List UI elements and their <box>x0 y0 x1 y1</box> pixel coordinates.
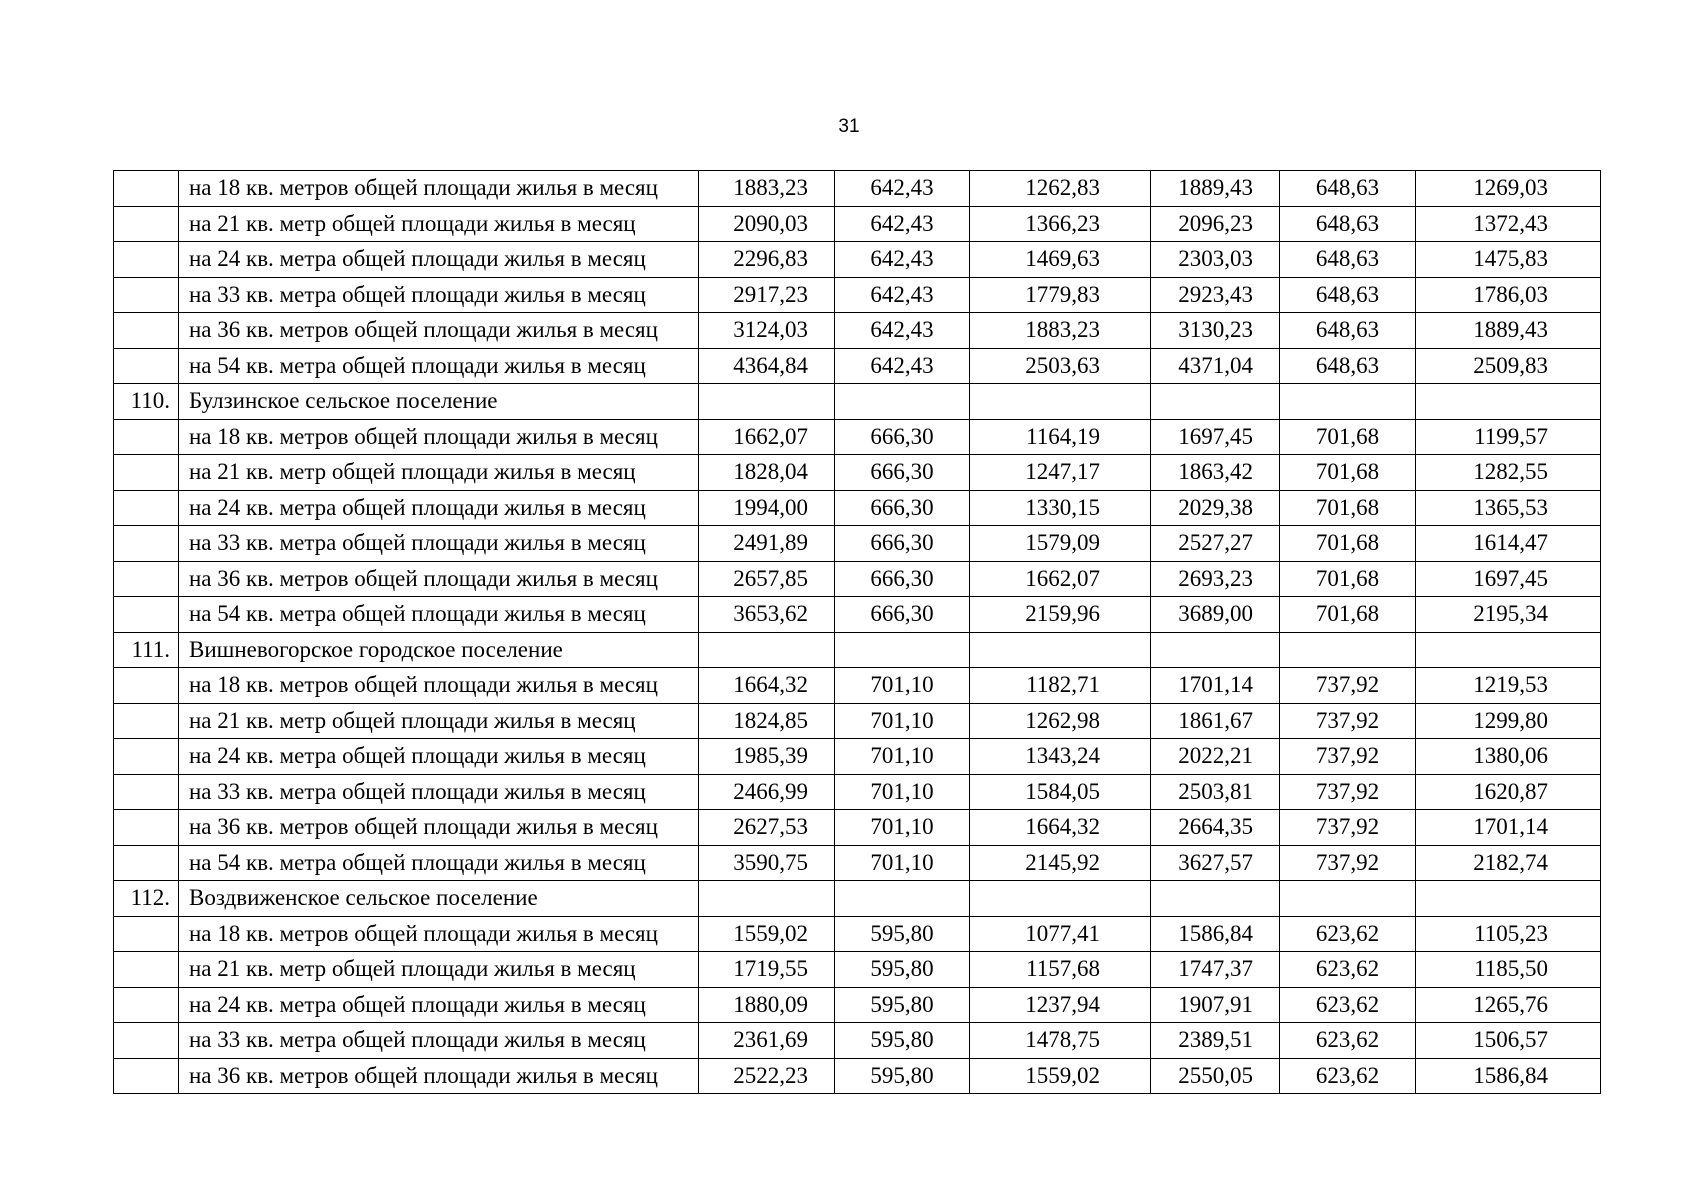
value-cell-4 <box>1151 384 1280 420</box>
value-cell-2: 701,10 <box>835 739 970 775</box>
value-cell-6: 1219,53 <box>1416 668 1601 704</box>
row-number-cell <box>114 242 179 278</box>
value-cell-5: 623,62 <box>1280 952 1416 988</box>
value-cell-4: 1889,43 <box>1151 171 1280 207</box>
page-number: 31 <box>838 116 860 137</box>
value-cell-5: 701,68 <box>1280 455 1416 491</box>
value-cell-5 <box>1280 632 1416 668</box>
value-cell-5: 701,68 <box>1280 490 1416 526</box>
value-cell-5: 648,63 <box>1280 206 1416 242</box>
value-cell-3: 1366,23 <box>970 206 1151 242</box>
table-row <box>114 206 1601 242</box>
value-cell-3: 1664,32 <box>970 810 1151 846</box>
value-cell-3: 1157,68 <box>970 952 1151 988</box>
value-cell-4: 3130,23 <box>1151 313 1280 349</box>
value-cell-3: 1343,24 <box>970 739 1151 775</box>
value-cell-5: 648,63 <box>1280 171 1416 207</box>
table-row <box>114 455 1601 491</box>
value-cell-6: 1282,55 <box>1416 455 1601 491</box>
value-cell-2: 595,80 <box>835 1023 970 1059</box>
value-cell-6: 1269,03 <box>1416 171 1601 207</box>
value-cell-3 <box>970 384 1151 420</box>
row-number-cell <box>114 845 179 881</box>
norm-label-cell: на 24 кв. метра общей площади жилья в месяц <box>179 739 699 775</box>
value-cell-1: 2491,89 <box>699 526 835 562</box>
row-number-cell <box>114 561 179 597</box>
row-number-cell <box>114 1023 179 1059</box>
value-cell-4: 2503,81 <box>1151 774 1280 810</box>
value-cell-1: 2361,69 <box>699 1023 835 1059</box>
value-cell-1: 1824,85 <box>699 703 835 739</box>
value-cell-3: 1579,09 <box>970 526 1151 562</box>
value-cell-5: 648,63 <box>1280 348 1416 384</box>
value-cell-4: 1701,14 <box>1151 668 1280 704</box>
value-cell-3: 1559,02 <box>970 1058 1151 1094</box>
value-cell-4: 1907,91 <box>1151 987 1280 1023</box>
row-number-cell: 111. <box>114 632 179 668</box>
value-cell-6: 2195,34 <box>1416 597 1601 633</box>
row-number-cell <box>114 313 179 349</box>
value-cell-4: 2389,51 <box>1151 1023 1280 1059</box>
value-cell-2: 642,43 <box>835 277 970 313</box>
value-cell-6: 1614,47 <box>1416 526 1601 562</box>
norm-label-cell: на 21 кв. метр общей площади жилья в месяц <box>179 455 699 491</box>
value-cell-2: 595,80 <box>835 1058 970 1094</box>
value-cell-3 <box>970 632 1151 668</box>
value-cell-5: 701,68 <box>1280 597 1416 633</box>
value-cell-4: 2527,27 <box>1151 526 1280 562</box>
row-number-cell <box>114 1058 179 1094</box>
table-row <box>114 597 1601 633</box>
value-cell-1: 2090,03 <box>699 206 835 242</box>
norm-label-cell: на 33 кв. метра общей площади жилья в месяц <box>179 526 699 562</box>
value-cell-2 <box>835 881 970 917</box>
value-cell-1: 1880,09 <box>699 987 835 1023</box>
row-number-cell <box>114 810 179 846</box>
norm-label-cell: на 54 кв. метра общей площади жилья в месяц <box>179 845 699 881</box>
value-cell-6 <box>1416 881 1601 917</box>
value-cell-2: 666,30 <box>835 419 970 455</box>
norm-label-cell: на 18 кв. метров общей площади жилья в месяц <box>179 419 699 455</box>
value-cell-6: 1786,03 <box>1416 277 1601 313</box>
value-cell-3: 1478,75 <box>970 1023 1151 1059</box>
value-cell-4: 1861,67 <box>1151 703 1280 739</box>
table-row <box>114 810 1601 846</box>
value-cell-2: 595,80 <box>835 952 970 988</box>
value-cell-6: 1199,57 <box>1416 419 1601 455</box>
value-cell-1: 1828,04 <box>699 455 835 491</box>
value-cell-1: 1719,55 <box>699 952 835 988</box>
value-cell-3: 1584,05 <box>970 774 1151 810</box>
value-cell-2: 666,30 <box>835 561 970 597</box>
value-cell-4: 2096,23 <box>1151 206 1280 242</box>
value-cell-2: 666,30 <box>835 526 970 562</box>
table-row <box>114 916 1601 952</box>
value-cell-6: 1697,45 <box>1416 561 1601 597</box>
table-row <box>114 490 1601 526</box>
value-cell-5 <box>1280 881 1416 917</box>
value-cell-6: 1372,43 <box>1416 206 1601 242</box>
value-cell-3: 1237,94 <box>970 987 1151 1023</box>
norm-label-cell: на 33 кв. метра общей площади жилья в месяц <box>179 277 699 313</box>
table-row <box>114 845 1601 881</box>
value-cell-2: 595,80 <box>835 987 970 1023</box>
value-cell-4 <box>1151 881 1280 917</box>
row-number-cell <box>114 455 179 491</box>
value-cell-2 <box>835 632 970 668</box>
value-cell-6: 1701,14 <box>1416 810 1601 846</box>
value-cell-3: 1662,07 <box>970 561 1151 597</box>
norm-label-cell: на 21 кв. метр общей площади жилья в месяц <box>179 952 699 988</box>
norm-label-cell: на 33 кв. метра общей площади жилья в месяц <box>179 774 699 810</box>
settlement-name-cell: Булзинское сельское поселение <box>179 384 699 420</box>
norm-label-cell: на 18 кв. метров общей площади жилья в месяц <box>179 668 699 704</box>
value-cell-1: 2466,99 <box>699 774 835 810</box>
value-cell-4: 2550,05 <box>1151 1058 1280 1094</box>
value-cell-1: 1985,39 <box>699 739 835 775</box>
value-cell-2: 666,30 <box>835 597 970 633</box>
norm-label-cell: на 36 кв. метров общей площади жилья в месяц <box>179 810 699 846</box>
value-cell-1 <box>699 632 835 668</box>
value-cell-1: 2522,23 <box>699 1058 835 1094</box>
norm-label-cell: на 54 кв. метра общей площади жилья в месяц <box>179 348 699 384</box>
row-number-cell <box>114 597 179 633</box>
value-cell-5: 623,62 <box>1280 1058 1416 1094</box>
value-cell-1: 1559,02 <box>699 916 835 952</box>
table-row <box>114 739 1601 775</box>
value-cell-3: 2503,63 <box>970 348 1151 384</box>
table-row <box>114 987 1601 1023</box>
row-number-cell <box>114 348 179 384</box>
value-cell-6: 1105,23 <box>1416 916 1601 952</box>
table-row <box>114 419 1601 455</box>
value-cell-3: 1330,15 <box>970 490 1151 526</box>
value-cell-2: 666,30 <box>835 455 970 491</box>
row-number-cell <box>114 916 179 952</box>
value-cell-3: 1247,17 <box>970 455 1151 491</box>
value-cell-1: 2657,85 <box>699 561 835 597</box>
value-cell-5: 737,92 <box>1280 845 1416 881</box>
section-row <box>114 881 1601 917</box>
value-cell-5: 701,68 <box>1280 419 1416 455</box>
value-cell-2: 642,43 <box>835 171 970 207</box>
value-cell-6: 1506,57 <box>1416 1023 1601 1059</box>
value-cell-2: 701,10 <box>835 668 970 704</box>
table-row <box>114 1023 1601 1059</box>
value-cell-1: 3653,62 <box>699 597 835 633</box>
value-cell-4: 1697,45 <box>1151 419 1280 455</box>
value-cell-1: 1994,00 <box>699 490 835 526</box>
value-cell-6: 1365,53 <box>1416 490 1601 526</box>
value-cell-2: 701,10 <box>835 703 970 739</box>
value-cell-6: 1185,50 <box>1416 952 1601 988</box>
settlement-name-cell: Воздвиженское сельское поселение <box>179 881 699 917</box>
value-cell-4: 2923,43 <box>1151 277 1280 313</box>
row-number-cell <box>114 987 179 1023</box>
value-cell-5: 623,62 <box>1280 916 1416 952</box>
norm-label-cell: на 24 кв. метра общей площади жилья в месяц <box>179 242 699 278</box>
value-cell-3: 1182,71 <box>970 668 1151 704</box>
value-cell-2: 666,30 <box>835 490 970 526</box>
value-cell-6: 1380,06 <box>1416 739 1601 775</box>
value-cell-1: 3124,03 <box>699 313 835 349</box>
value-cell-3: 1164,19 <box>970 419 1151 455</box>
value-cell-4: 4371,04 <box>1151 348 1280 384</box>
value-cell-6 <box>1416 632 1601 668</box>
value-cell-2: 642,43 <box>835 206 970 242</box>
value-cell-2: 642,43 <box>835 348 970 384</box>
value-cell-2: 701,10 <box>835 845 970 881</box>
row-number-cell <box>114 206 179 242</box>
value-cell-1 <box>699 881 835 917</box>
value-cell-3: 1077,41 <box>970 916 1151 952</box>
value-cell-5: 623,62 <box>1280 987 1416 1023</box>
value-cell-3: 1779,83 <box>970 277 1151 313</box>
norm-label-cell: на 18 кв. метров общей площади жилья в месяц <box>179 916 699 952</box>
value-cell-5: 648,63 <box>1280 277 1416 313</box>
table-row <box>114 952 1601 988</box>
value-cell-2: 701,10 <box>835 774 970 810</box>
value-cell-2: 642,43 <box>835 242 970 278</box>
value-cell-4: 2303,03 <box>1151 242 1280 278</box>
value-cell-4: 1863,42 <box>1151 455 1280 491</box>
value-cell-4: 2664,35 <box>1151 810 1280 846</box>
table-row <box>114 277 1601 313</box>
value-cell-4: 1586,84 <box>1151 916 1280 952</box>
table-row <box>114 313 1601 349</box>
value-cell-3: 1262,98 <box>970 703 1151 739</box>
row-number-cell <box>114 668 179 704</box>
value-cell-3: 1469,63 <box>970 242 1151 278</box>
norm-label-cell: на 36 кв. метров общей площади жилья в месяц <box>179 313 699 349</box>
row-number-cell: 112. <box>114 881 179 917</box>
table-row <box>114 1058 1601 1094</box>
row-number-cell: 110. <box>114 384 179 420</box>
table-body <box>114 171 1601 1094</box>
value-cell-5: 737,92 <box>1280 774 1416 810</box>
table-row <box>114 703 1601 739</box>
value-cell-1: 4364,84 <box>699 348 835 384</box>
value-cell-3: 2159,96 <box>970 597 1151 633</box>
row-number-cell <box>114 419 179 455</box>
value-cell-5: 648,63 <box>1280 242 1416 278</box>
norm-label-cell: на 33 кв. метра общей площади жилья в месяц <box>179 1023 699 1059</box>
value-cell-1: 1883,23 <box>699 171 835 207</box>
row-number-cell <box>114 774 179 810</box>
row-number-cell <box>114 171 179 207</box>
value-cell-4: 3689,00 <box>1151 597 1280 633</box>
value-cell-5 <box>1280 384 1416 420</box>
value-cell-3: 2145,92 <box>970 845 1151 881</box>
table-row <box>114 668 1601 704</box>
row-number-cell <box>114 277 179 313</box>
table-row <box>114 242 1601 278</box>
row-number-cell <box>114 703 179 739</box>
value-cell-6: 1889,43 <box>1416 313 1601 349</box>
value-cell-3: 1883,23 <box>970 313 1151 349</box>
value-cell-5: 737,92 <box>1280 739 1416 775</box>
norm-label-cell: на 21 кв. метр общей площади жилья в месяц <box>179 703 699 739</box>
value-cell-6: 2182,74 <box>1416 845 1601 881</box>
norm-label-cell: на 54 кв. метра общей площади жилья в месяц <box>179 597 699 633</box>
value-cell-4 <box>1151 632 1280 668</box>
value-cell-6: 1299,80 <box>1416 703 1601 739</box>
row-number-cell <box>114 526 179 562</box>
value-cell-6: 1265,76 <box>1416 987 1601 1023</box>
value-cell-4: 2022,21 <box>1151 739 1280 775</box>
value-cell-5: 701,68 <box>1280 561 1416 597</box>
value-cell-4: 2693,23 <box>1151 561 1280 597</box>
norm-label-cell: на 21 кв. метр общей площади жилья в месяц <box>179 206 699 242</box>
value-cell-4: 3627,57 <box>1151 845 1280 881</box>
table-row <box>114 774 1601 810</box>
section-row <box>114 384 1601 420</box>
value-cell-1: 3590,75 <box>699 845 835 881</box>
value-cell-6: 1586,84 <box>1416 1058 1601 1094</box>
value-cell-3: 1262,83 <box>970 171 1151 207</box>
row-number-cell <box>114 490 179 526</box>
norm-label-cell: на 36 кв. метров общей площади жилья в месяц <box>179 561 699 597</box>
value-cell-5: 737,92 <box>1280 703 1416 739</box>
tariff-table <box>113 170 1601 1094</box>
table-row <box>114 348 1601 384</box>
norm-label-cell: на 18 кв. метров общей площади жилья в месяц <box>179 171 699 207</box>
value-cell-3 <box>970 881 1151 917</box>
section-row <box>114 632 1601 668</box>
value-cell-5: 701,68 <box>1280 526 1416 562</box>
value-cell-6: 1620,87 <box>1416 774 1601 810</box>
settlement-name-cell: Вишневогорское городское поселение <box>179 632 699 668</box>
value-cell-2: 595,80 <box>835 916 970 952</box>
row-number-cell <box>114 739 179 775</box>
value-cell-1: 1664,32 <box>699 668 835 704</box>
value-cell-1: 1662,07 <box>699 419 835 455</box>
norm-label-cell: на 24 кв. метра общей площади жилья в месяц <box>179 490 699 526</box>
value-cell-1: 2296,83 <box>699 242 835 278</box>
row-number-cell <box>114 952 179 988</box>
value-cell-5: 648,63 <box>1280 313 1416 349</box>
value-cell-1: 2627,53 <box>699 810 835 846</box>
value-cell-1: 2917,23 <box>699 277 835 313</box>
value-cell-5: 623,62 <box>1280 1023 1416 1059</box>
value-cell-2 <box>835 384 970 420</box>
value-cell-2: 701,10 <box>835 810 970 846</box>
value-cell-4: 1747,37 <box>1151 952 1280 988</box>
norm-label-cell: на 24 кв. метра общей площади жилья в месяц <box>179 987 699 1023</box>
table-row <box>114 561 1601 597</box>
value-cell-6: 1475,83 <box>1416 242 1601 278</box>
value-cell-4: 2029,38 <box>1151 490 1280 526</box>
value-cell-5: 737,92 <box>1280 668 1416 704</box>
value-cell-1 <box>699 384 835 420</box>
table-row <box>114 171 1601 207</box>
value-cell-5: 737,92 <box>1280 810 1416 846</box>
value-cell-6 <box>1416 384 1601 420</box>
norm-label-cell: на 36 кв. метров общей площади жилья в месяц <box>179 1058 699 1094</box>
table-row <box>114 526 1601 562</box>
value-cell-2: 642,43 <box>835 313 970 349</box>
value-cell-6: 2509,83 <box>1416 348 1601 384</box>
